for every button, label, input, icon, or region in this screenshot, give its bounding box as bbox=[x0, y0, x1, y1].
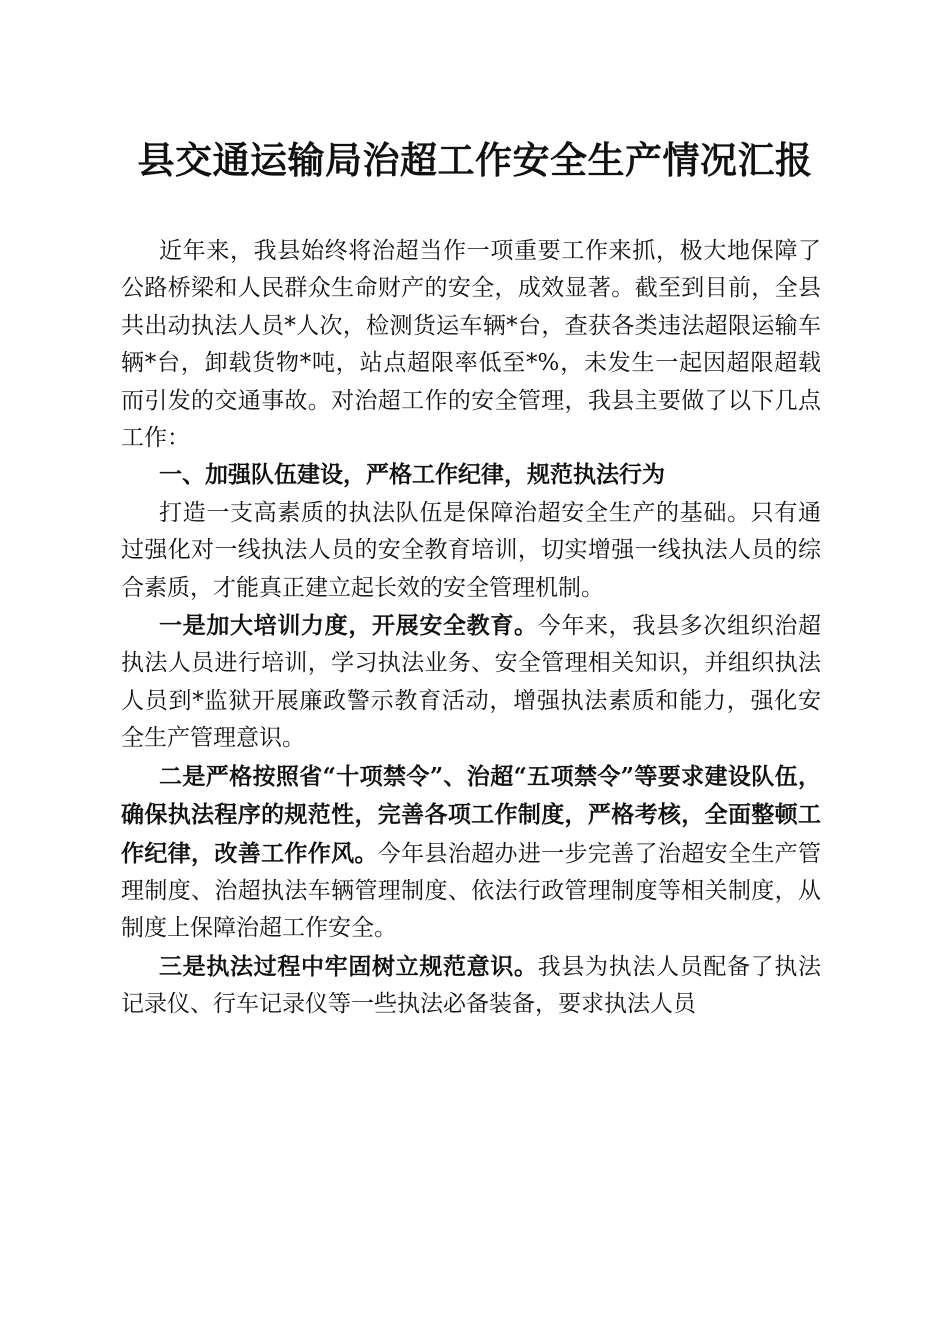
document-body bbox=[121, 233, 821, 1024]
item-1-text: 今年来，我县多次组织治超执法人员进行培训，学习执法业务、安全管理相关知识，并组织执法人员到*监狱开展廉政警示教育活动，增强执法素质和能力，强化安全生产管理意识。 bbox=[121, 613, 822, 752]
item-1-paragraph bbox=[121, 607, 821, 758]
item-3-paragraph bbox=[121, 948, 821, 1024]
item-2-paragraph bbox=[121, 758, 821, 948]
intro-paragraph: 近年来，我县始终将治超当作一项重要工作来抓，极大地保障了公路桥梁和人民群众生命财产的安全，成效显著。截至到目前，全县共出动执法人员*人次，检测货运车辆*台，查获各类违法超限运输车辆*台，卸载货物*吨，站点超限率低至*%，未发生一起因超限超载而引发的交通事故。对治超工作的安全管理，我县主要做了以下几点工作： bbox=[121, 238, 821, 452]
document-title: 县交通运输局治超工作安全生产情况汇报 bbox=[137, 138, 813, 182]
item-3-text: 我县为执法人员配备了执法记录仪、行车记录仪等一些执法必备装备，要求执法人员 bbox=[121, 953, 822, 1018]
item-3-lead: 三是执法过程中牢固树立规范意识。 bbox=[159, 952, 538, 980]
item-1-lead: 一是加大培训力度，开展安全教育。 bbox=[159, 612, 538, 640]
section-heading-1: 一、加强队伍建设，严格工作纪律，规范执法行为 bbox=[159, 462, 665, 489]
section-1-paragraph: 打造一支高素质的执法队伍是保障治超安全生产的基础。只有通过强化对一线执法人员的安全教育培训，切实增强一线执法人员的综合素质，才能真正建立起长效的安全管理机制。 bbox=[121, 499, 821, 601]
item-2-lead: 二是严格按照省“十项禁令”、治超“五项禁令”等要求建设队伍，确保执法程序的规范性，完善各项工作制度，严格考核，全面整顿工作纪律，改善工作作风。 bbox=[121, 762, 821, 867]
item-2-text: 今年县治超办进一步完善了治超安全生产管理制度、治超执法车辆管理制度、依法行政管理制度等相关制度，从制度上保障治超工作安全。 bbox=[121, 840, 822, 942]
